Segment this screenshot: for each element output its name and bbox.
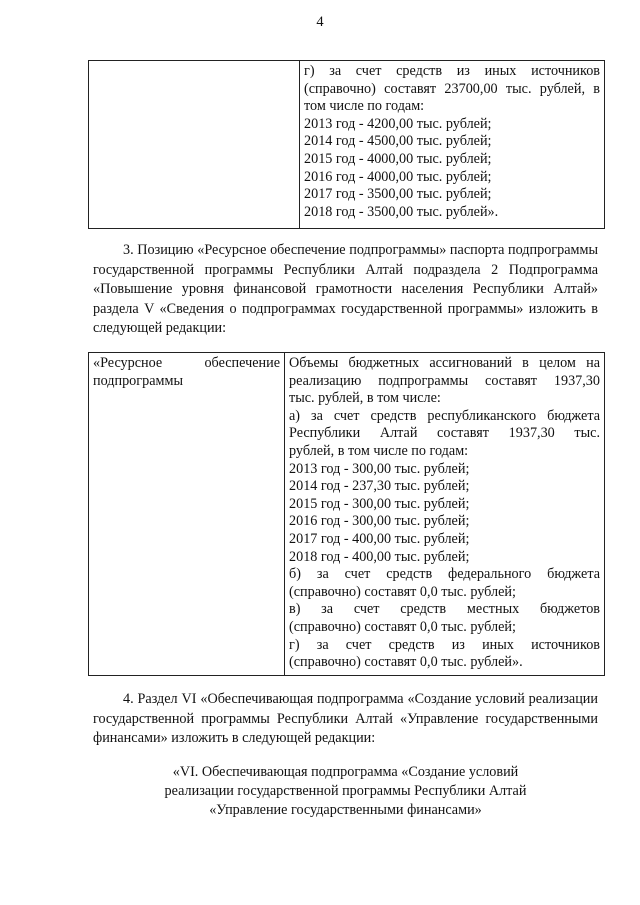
table1-line: 2013 год - 4200,00 тыс. рублей; xyxy=(304,115,492,132)
table2-line: (справочно) составят 0,0 тыс. рублей; xyxy=(289,618,516,635)
table1-left-cell xyxy=(89,61,300,229)
table2-line: Республики Алтай составят 1937,30 тыс. xyxy=(289,425,600,442)
table2-line: реализацию подпрограммы составят 1937,30 xyxy=(289,372,600,389)
table2-line: (справочно) составят 0,0 тыс. рублей; xyxy=(289,583,516,600)
table2-line: б) за счет средств федерального бюджета xyxy=(289,566,600,583)
table1-line: (справочно) составят 23700,00 тыс. рублей, в xyxy=(304,80,600,97)
table2-line: (справочно) составят 0,0 тыс. рублей». xyxy=(289,654,523,671)
table2-label-cell: «Ресурсное обеспечение подпрограммы xyxy=(89,353,285,676)
paragraph-4: 4. Раздел VI «Обеспечивающая подпрограмма «Создание условий реализации государственной программы Республики Алтай «Управление государственными финансами» изложить в следующей редакции: xyxy=(93,691,598,746)
table1-line: 2015 год - 4000,00 тыс. рублей; xyxy=(304,150,492,167)
table1-line: 2014 год - 4500,00 тыс. рублей; xyxy=(304,133,492,150)
table2-line: тыс. рублей, в том числе: xyxy=(289,390,441,407)
table2-line: рублей, в том числе по годам: xyxy=(289,442,469,459)
paragraph-3: 3. Позицию «Ресурсное обеспечение подпрограммы» паспорта подпрограммы государственной программы Республики Алтай подраздела 2 Подпрограмма «Повышение уровня финансовой грамотности населения Республики Алтай» раздела V «Сведения о подпрограммах государственной программы» изложить в следующей редакции: xyxy=(93,242,598,336)
heading-line: «Управление государственными финансами» xyxy=(209,802,482,818)
resource-table xyxy=(88,352,605,676)
heading-line: «VI. Обеспечивающая подпрограмма «Создание условий xyxy=(172,764,519,780)
table2-line: г) за счет средств из иных источников xyxy=(289,636,600,653)
table2-line: 2014 год - 237,30 тыс. рублей; xyxy=(289,478,470,495)
heading-line: реализации государственной программы Республики Алтай xyxy=(164,783,527,799)
table2-value-cell xyxy=(285,353,605,676)
page-number: 4 xyxy=(316,14,324,30)
table2-line: Объемы бюджетных ассигнований в целом на xyxy=(289,355,600,371)
table2-line: 2017 год - 400,00 тыс. рублей; xyxy=(289,530,470,547)
table2-line: 2013 год - 300,00 тыс. рублей; xyxy=(289,460,470,477)
table2-line: 2015 год - 300,00 тыс. рублей; xyxy=(289,495,470,512)
table1-line: 2016 год - 4000,00 тыс. рублей; xyxy=(304,168,492,185)
table1-right-cell xyxy=(300,61,605,229)
table1-line: 2018 год - 3500,00 тыс. рублей». xyxy=(304,203,499,220)
table-row xyxy=(89,61,605,229)
table2-line: а) за счет средств республиканского бюджета xyxy=(289,407,600,424)
table2-line: 2016 год - 300,00 тыс. рублей; xyxy=(289,513,470,530)
section-heading xyxy=(93,763,598,820)
table-row xyxy=(89,353,605,676)
table1-line: 2017 год - 3500,00 тыс. рублей; xyxy=(304,186,492,203)
table2-line: 2018 год - 400,00 тыс. рублей; xyxy=(289,548,470,565)
table1-line: том числе по годам: xyxy=(304,98,425,115)
resource-table-continuation xyxy=(88,60,605,229)
table1-line: г) за счет средств из иных источников xyxy=(304,63,600,79)
table2-line: в) за счет средств местных бюджетов xyxy=(289,601,600,618)
